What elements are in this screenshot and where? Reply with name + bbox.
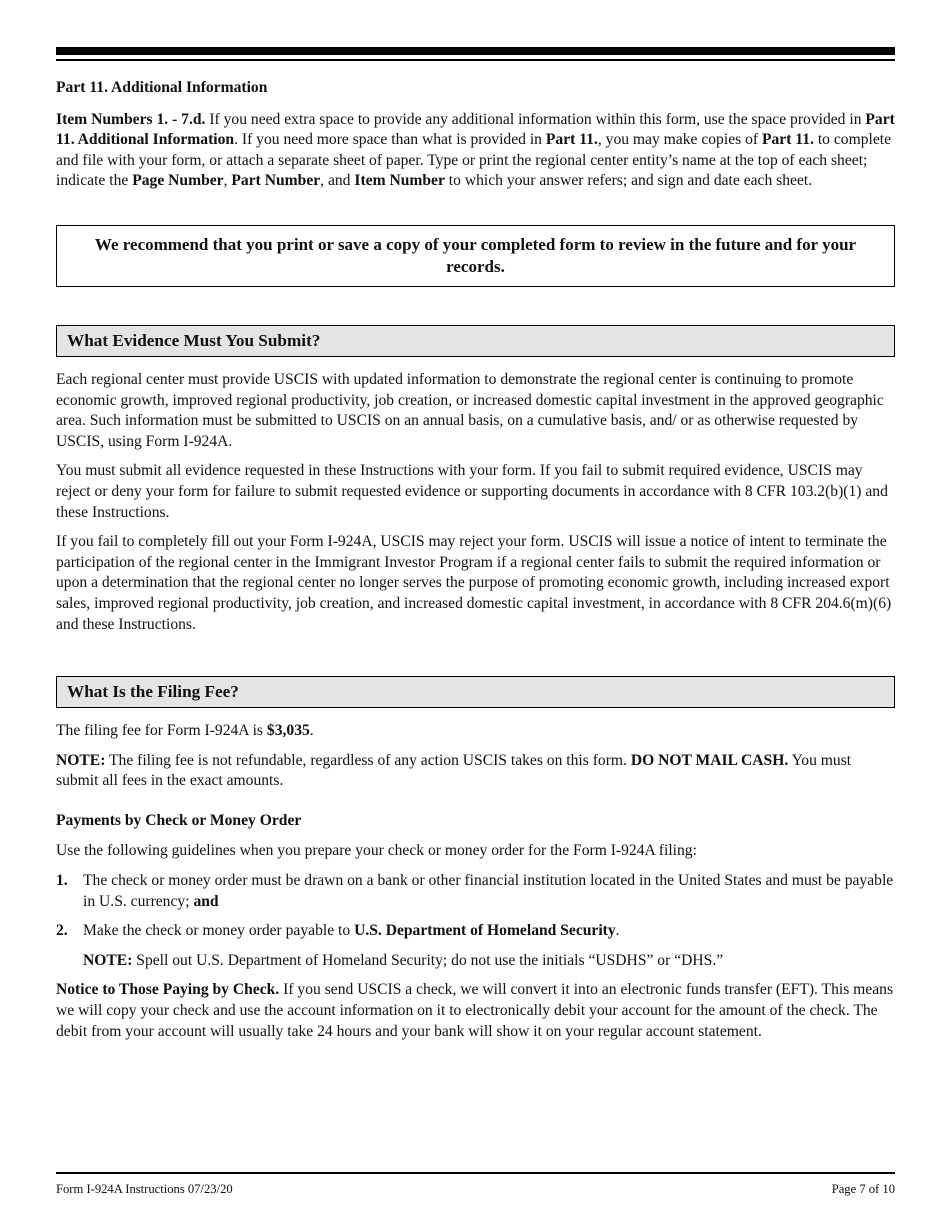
- payments-heading: Payments by Check or Money Order: [56, 811, 302, 829]
- header-thin-rule: [56, 59, 895, 61]
- page-content: [56, 78, 895, 1051]
- part-11-heading: Part 11. Additional Information: [56, 79, 268, 96]
- footer-rule: [56, 1172, 895, 1174]
- evidence-paragraph-2: You must submit all evidence requested in these Instructions with your form. If you fail to submit required evidence, USCIS may reject or deny your form for failure to submit requested evidence or supporting documents in accordance with 8 CFR 103.2(b)(1) and these Instructions.: [56, 462, 888, 521]
- evidence-paragraph-3: If you fail to completely fill out your Form I-924A, USCIS may reject your form. USCIS will issue a notice of intent to terminate the participation of the regional center in the Immigrant Investor Program if a regional center fails to submit the required information or upon a determination that the regional center no longer serves the purpose of promoting economic growth, including increased export sales, improved regional productivity, job creation, and increased domestic capital investment, in accordance with 8 CFR 204.6(m)(6) and these Instructions.: [56, 533, 892, 633]
- list-item-1: 1. The check or money order must be drawn on a bank or other financial institution located in the United States and must be payable in U.S. currency; and: [56, 872, 894, 910]
- footer-page-number: Page 7 of 10: [831, 1182, 895, 1196]
- payee-note: NOTE: Spell out U.S. Department of Homeland Security; do not use the initials “USDHS” or “DHS.”: [83, 951, 724, 969]
- footer-form-id: Form I-924A Instructions 07/23/20: [56, 1182, 233, 1196]
- filing-fee-section-heading: What Is the Filing Fee?: [56, 676, 895, 708]
- recommend-box: We recommend that you print or save a copy of your completed form to review in the future and for your records.: [56, 225, 895, 287]
- check-notice-paragraph: Notice to Those Paying by Check. If you send USCIS a check, we will convert it into an electronic funds transfer (EFT). This means we will copy your check and use the account information on it to electronically debit your account for the amount of the check. The debit from your account will usually take 24 hours and your bank will show it on your regular account statement.: [56, 981, 894, 1040]
- list-item-2: 2. Make the check or money order payable to U.S. Department of Homeland Security.: [56, 922, 620, 940]
- fee-note-paragraph: NOTE: The filing fee is not refundable, regardless of any action USCIS takes on this form. DO NOT MAIL CASH. You must submit all fees in the exact amounts.: [56, 751, 852, 790]
- header-thick-rule: [56, 47, 895, 55]
- evidence-paragraph-1: Each regional center must provide USCIS with updated information to demonstrate the regional center is continuing to promote economic growth, improved regional productivity, job creation, or increased domestic capital investment in the approved geographic area. Such information must be submitted to USCIS on an annual basis, on a cumulative basis, and/ or as otherwise requested by USCIS, using Form I-924A.: [56, 370, 884, 450]
- part-11-paragraph: Item Numbers 1. - 7.d. If you need extra space to provide any additional information within this form, use the space provided in Part 11. Additional Information. If you need more space than what is provided in Part 11., you may make copies of Part 11. to complete and file with your form, or attach a separate sheet of paper. Type or print the regional center entity’s name at the top of each sheet; indicate the Page Number, Part Number, and Item Number to which your answer refers; and sign and date each sheet.: [56, 110, 895, 190]
- fee-amount-paragraph: The filing fee for Form I-924A is $3,035.: [56, 722, 314, 740]
- evidence-section-heading: What Evidence Must You Submit?: [56, 325, 895, 357]
- guidelines-paragraph: Use the following guidelines when you prepare your check or money order for the Form I-924A filing:: [56, 842, 697, 860]
